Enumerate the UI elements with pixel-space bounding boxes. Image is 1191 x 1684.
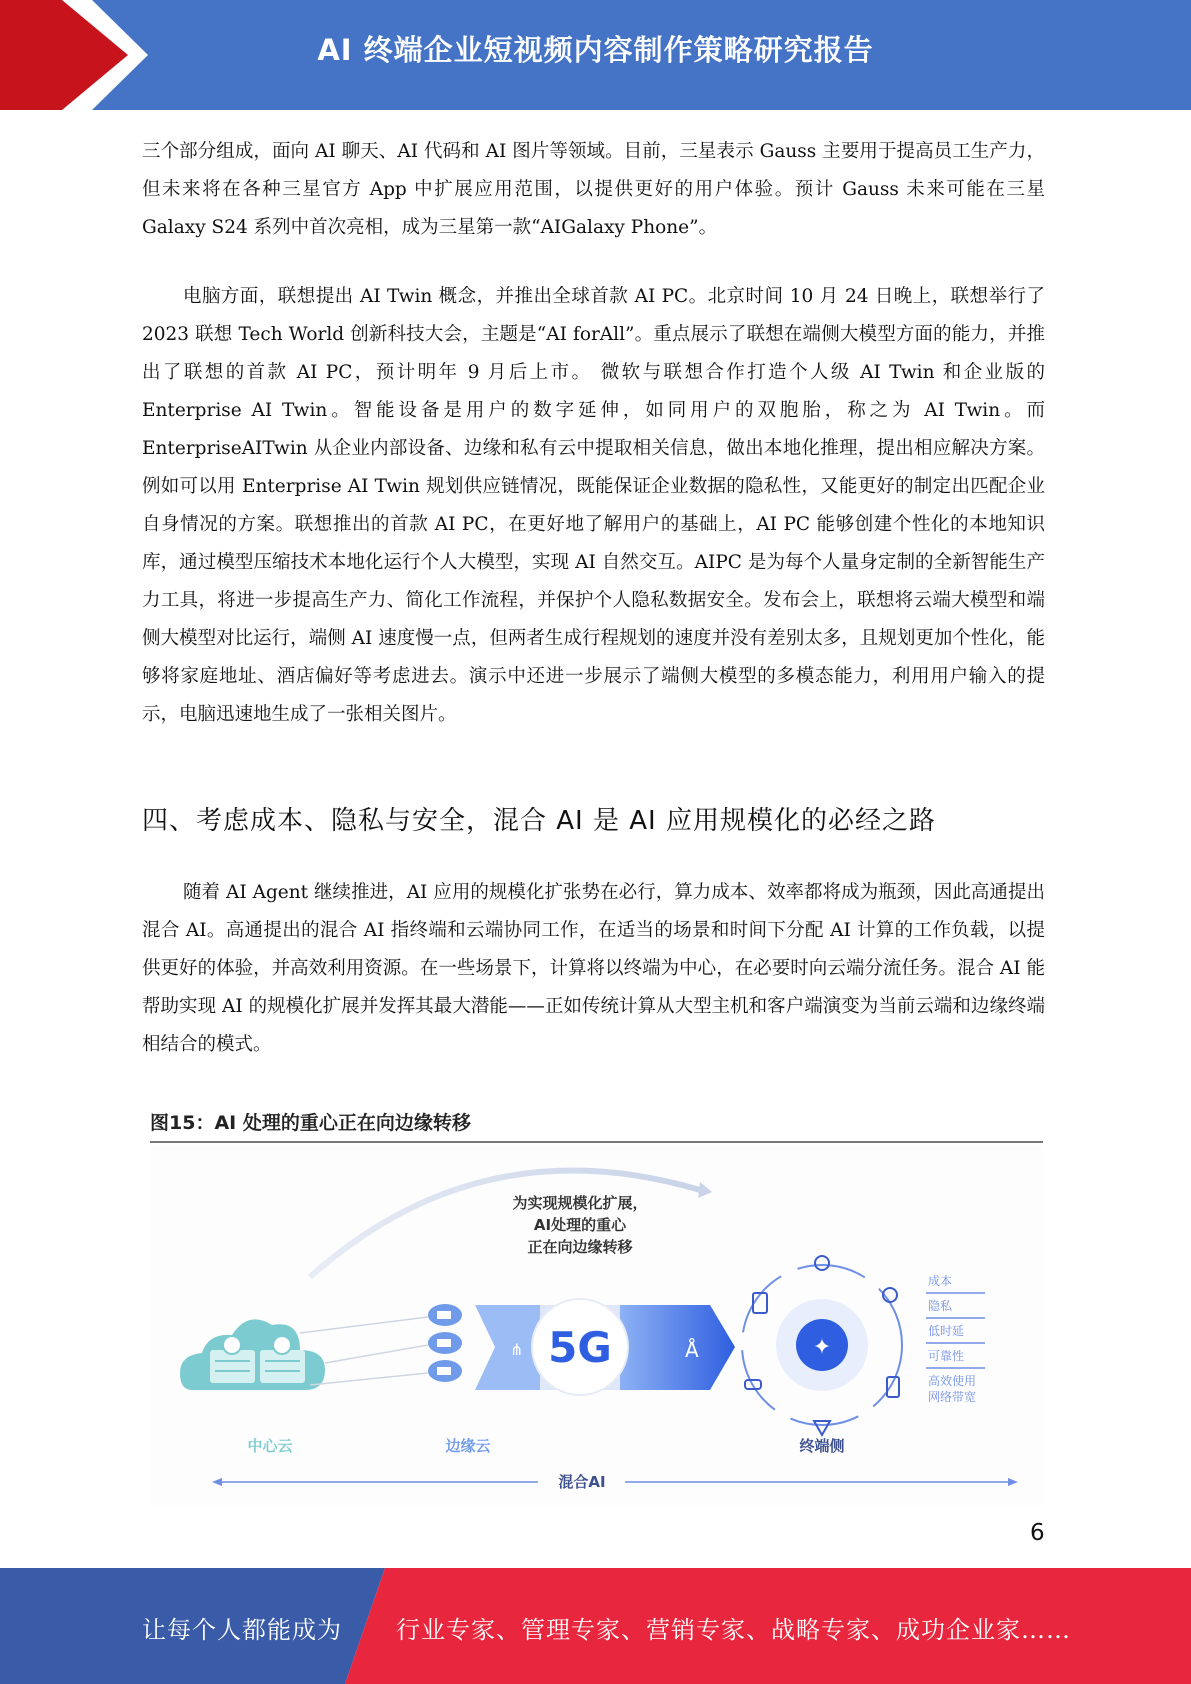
central-cloud-icon [180, 1319, 325, 1390]
label-device-side: 终端侧 [799, 1437, 845, 1455]
hybrid-ai-diagram [150, 1145, 1043, 1505]
paragraph-text: 电脑方面，联想提出 AI Twin 概念，并推出全球首款 AI PC。北京时间 10 月 24 日晚上，联想举行了 2023 联想 Tech World 创新科技大会，主题是“AI forAll”。重点展示了联想在端侧大模型方面的能力，并推出了联想的首款 AI PC，预计明年 9 月后上市。 微软与联想合作打造个人级 AI Twin 和企业版的 Enterprise AI Twin。智能设备是用户的数字延伸，如同用户的双胞胎，称之为 AI Twin。而 EnterpriseAITwin 从企业内部设备、边缘和私有云中提取相关信息，做出本地化推理，提出相应解决方案。例如可以用 Enterprise AI Twin 规划供应链情况，既能保证企业数据的隐私性，又能更好的制定出匹配企业自身情况的方案。联想推出的首款 AI PC，在更好地了解用户的基础上，AI PC 能够创建个性化的本地知识库，通过模型压缩技术本地化运行个人大模型，实现 AI 自然交互。AIPC 是为每个人量身定制的全新智能生产力工具，将进一步提高生产力、简化工作流程，并保护个人隐私数据安全。发布会上，联想将云端大模型和端侧大模型对比运行，端侧 AI 速度慢一点，但两者生成行程规划的速度并没有差别太多，且规划更加个性化，能够将家庭地址、酒店偏好等考虑进去。演示中还进一步展示了端侧大模型的多模态能力，利用用户输入的提示，电脑迅速地生成了一张相关图片。 [142, 286, 1045, 725]
paragraph-lenovo-ai-twin [142, 278, 1045, 734]
benefit-cost: 成本 [928, 1274, 953, 1288]
paragraph-samsung-gauss [142, 133, 1045, 247]
hybrid-ai-figure [150, 1145, 1043, 1505]
label-central-cloud: 中心云 [247, 1437, 293, 1455]
header-title: AI 终端企业短视频内容制作策略研究报告 [317, 33, 874, 67]
5g-badge: 5G [548, 1323, 612, 1372]
svg-text:Å: Å [685, 1338, 699, 1362]
edge-cloud-icon [428, 1304, 462, 1382]
benefit-reliability: 可靠性 [928, 1349, 965, 1363]
page-header [0, 0, 1191, 110]
benefit-efficient-use: 高效使用 [928, 1374, 977, 1388]
device-side-ring [742, 1265, 902, 1425]
svg-text:✦: ✦ [812, 1335, 832, 1360]
benefit-privacy: 隐私 [928, 1299, 953, 1313]
paragraph-text: 随着 AI Agent 继续推进，AI 应用的规模化扩张势在必行，算力成本、效率都将成为瓶颈，因此高通提出混合 AI。高通提出的混合 AI 指终端和云端协同工作，在适当的场景和时间下分配 AI 计算的工作负载，以提供更好的体验，并高效利用资源。在一些场景下，计算将以终端为中心，在必要时向云端分流任务。混合 AI 能帮助实现 AI 的规模化扩展并发挥其最大潜能——正如传统计算从大型主机和客户端演变为当前云端和边缘终端相结合的模式。 [142, 882, 1045, 1055]
arc-arrow-head [698, 1182, 712, 1198]
callout-line-3: 正在向边缘转移 [527, 1238, 633, 1256]
callout-line-2: AI处理的重心 [533, 1216, 627, 1234]
label-edge-cloud: 边缘云 [445, 1437, 491, 1455]
benefit-bandwidth: 网络带宽 [928, 1390, 977, 1404]
benefit-latency: 低时延 [928, 1324, 965, 1338]
paragraph-hybrid-ai [142, 874, 1045, 1064]
figure-caption: 图15：AI 处理的重心正在向边缘转移 [150, 1108, 1043, 1143]
page-footer [0, 1568, 1191, 1684]
label-hybrid-ai: 混合AI [558, 1473, 606, 1491]
callout-line-1: 为实现规模化扩展， [512, 1194, 648, 1212]
svg-text:⋔: ⋔ [510, 1340, 524, 1359]
page-number: 6 [1030, 1520, 1045, 1546]
section-heading: 四、考虑成本、隐私与安全，混合 AI 是 AI 应用规模化的必经之路 [142, 806, 936, 836]
paragraph-text: 三个部分组成，面向 AI 聊天、AI 代码和 AI 图片等领域。目前，三星表示 Gauss 主要用于提高员工生产力，但未来将在各种三星官方 App 中扩展应用范围，以提供更好的用户体验。预计 Gauss 未来可能在三星 Galaxy S24 系列中首次亮相，成为三星第一款“AIGalaxy Phone”。 [142, 141, 1045, 238]
footer-slogan-left: 让每个人都能成为 [142, 1616, 342, 1644]
benefit-list [926, 1273, 985, 1404]
footer-slogan-right: 行业专家、管理专家、营销专家、战略专家、成功企业家…… [396, 1616, 1071, 1644]
arc-arrow [310, 1171, 700, 1277]
